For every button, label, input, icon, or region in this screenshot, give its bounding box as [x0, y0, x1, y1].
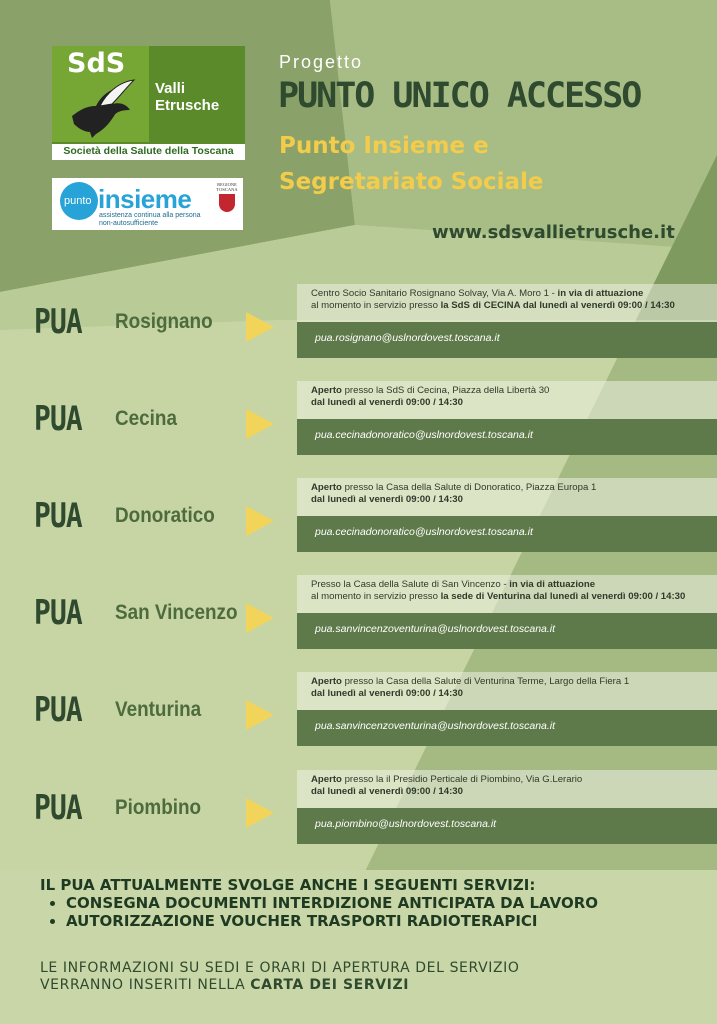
info-line1	[311, 482, 709, 494]
info-line1-bold: Aperto	[311, 676, 342, 687]
website-link[interactable]: www.sdsvallietrusche.it	[432, 222, 675, 243]
notice-line1: LE INFORMAZIONI SU SEDI E ORARI DI APERTURA DEL SERVIZIO	[40, 960, 520, 976]
arrow-right-icon	[246, 603, 274, 633]
services-heading: IL PUA ATTUALMENTE SVOLGE ANCHE I SEGUENTI SERVIZI:	[40, 876, 536, 894]
sds-name-line2: Etrusche	[155, 97, 220, 114]
services-list-item: • AUTORIZZAZIONE VOUCHER TRASPORTI RADIOTERAPICI	[66, 912, 598, 930]
info-line1-bold: in via di attuazione	[557, 288, 644, 299]
page-title: PUNTO UNICO ACCESSO	[278, 76, 641, 116]
info-line2-bold: dal lunedì al venerdì 09:00 / 14:30	[311, 494, 463, 505]
email-link[interactable]: pua.sanvincenzoventurina@uslnordovest.toscana.it	[297, 710, 717, 746]
info-box	[297, 284, 717, 322]
info-line2	[311, 397, 709, 409]
email-link[interactable]: pua.cecinadonoratico@uslnordovest.toscana.it	[297, 419, 717, 455]
info-box	[297, 672, 717, 710]
services-section	[40, 876, 598, 930]
pegasus-icon	[66, 76, 136, 140]
regione-crest-icon	[219, 194, 235, 212]
place-name: Rosignano	[115, 310, 213, 333]
pua-label: PUA	[34, 593, 82, 633]
email-link[interactable]: pua.piombino@uslnordovest.toscana.it	[297, 808, 717, 844]
sds-valli-etrusche-logo	[52, 46, 245, 160]
subtitle-line1: Punto Insieme e	[279, 133, 489, 159]
info-line2	[311, 300, 709, 312]
info-line1-text: presso la Casa della Salute di Donoratico, Piazza Europa 1	[341, 482, 597, 493]
info-line2-bold: dal lunedì al venerdì 09:00 / 14:30	[311, 786, 463, 797]
email-link[interactable]: pua.rosignano@uslnordovest.toscana.it	[297, 322, 717, 358]
info-line2	[311, 688, 709, 700]
info-line1-bold: Aperto	[311, 774, 342, 785]
info-line1-text: Centro Socio Sanitario Rosignano Solvay, Via A. Moro 1 -	[311, 288, 558, 299]
notice-line2: VERRANNO INSERITI NELLA	[40, 977, 251, 993]
services-list-item: • CONSEGNA DOCUMENTI INTERDIZIONE ANTICIPATA DA LAVORO	[66, 894, 598, 912]
info-line2-bold: dal lunedì al venerdì 09:00 / 14:30	[311, 397, 463, 408]
info-line1	[311, 774, 709, 786]
pua-row-venturina	[0, 676, 717, 768]
pua-label: PUA	[34, 302, 82, 342]
info-line2	[311, 494, 709, 506]
email-link[interactable]: pua.sanvincenzoventurina@uslnordovest.toscana.it	[297, 613, 717, 649]
info-line1-text: presso la SdS di Cecina, Piazza della Libertà 30	[341, 385, 550, 396]
punto-insieme-logo	[52, 178, 243, 230]
regione-toscana-text: REGIONE TOSCANA	[216, 182, 238, 192]
info-line2-text: al momento in servizio presso	[311, 591, 441, 602]
punto-insieme-tagline: assistenza continua alla persona non-autosufficiente	[99, 212, 201, 227]
notice-carta-dei-servizi: CARTA DEI SERVIZI	[250, 977, 410, 993]
arrow-right-icon	[246, 312, 274, 342]
info-line2	[311, 786, 709, 798]
sds-abbr: SdS	[67, 48, 126, 79]
pua-label: PUA	[34, 399, 82, 439]
pua-row-san-vincenzo	[0, 579, 717, 671]
header-kicker: Progetto	[279, 52, 364, 72]
pua-row-piombino	[0, 774, 717, 866]
arrow-right-icon	[246, 506, 274, 536]
info-line1-text: presso la il Presidio Perticale di Piombino, Via G.Lerario	[341, 774, 583, 785]
page-subtitle	[279, 128, 544, 200]
info-line2	[311, 591, 709, 603]
info-line1-bold: Aperto	[311, 385, 342, 396]
footer-notice	[40, 960, 520, 994]
info-box	[297, 770, 717, 808]
arrow-right-icon	[246, 700, 274, 730]
place-name: Venturina	[115, 698, 202, 721]
info-line2-bold: la SdS di CECINA dal lunedì al venerdì 09:00 / 14:30	[440, 300, 675, 311]
insieme-word: insieme	[98, 184, 192, 214]
info-line1	[311, 676, 709, 688]
info-line2-bold: dal lunedì al venerdì 09:00 / 14:30	[311, 688, 463, 699]
info-box	[297, 478, 717, 516]
info-line1-text: presso la Casa della Salute di Venturina Terme, Largo della Fiera 1	[341, 676, 630, 687]
sds-name-line1: Valli	[155, 80, 186, 97]
pua-row-rosignano	[0, 288, 717, 380]
place-name: Piombino	[115, 796, 202, 819]
arrow-right-icon	[246, 409, 274, 439]
pua-row-donoratico	[0, 482, 717, 574]
arrow-right-icon	[246, 798, 274, 828]
place-name: Cecina	[115, 407, 177, 430]
info-line1	[311, 288, 709, 300]
pua-label: PUA	[34, 496, 82, 536]
place-name: Donoratico	[115, 504, 215, 527]
pua-label: PUA	[34, 788, 82, 828]
regione-toscana-mark	[215, 182, 239, 226]
pua-label: PUA	[34, 690, 82, 730]
info-line2-bold: la sede di Venturina dal lunedì al venerdì 09:00 / 14:30	[440, 591, 686, 602]
info-line1-bold: Aperto	[311, 482, 342, 493]
info-line2-text: al momento in servizio presso	[311, 300, 441, 311]
info-box	[297, 575, 717, 613]
sds-name	[155, 80, 245, 114]
pua-row-cecina	[0, 385, 717, 477]
info-line1-text: Presso la Casa della Salute di San Vincenzo -	[311, 579, 510, 590]
info-line1-bold: in via di attuazione	[509, 579, 596, 590]
info-box	[297, 381, 717, 419]
subtitle-line2: Segretariato Sociale	[279, 169, 544, 195]
place-name: San Vincenzo	[115, 601, 238, 624]
services-list	[40, 894, 598, 930]
punto-word: punto	[64, 195, 92, 207]
info-line1	[311, 385, 709, 397]
email-link[interactable]: pua.cecinadonoratico@uslnordovest.toscana.it	[297, 516, 717, 552]
info-line1	[311, 579, 709, 591]
sds-logo-caption: Società della Salute della Toscana	[52, 142, 245, 160]
